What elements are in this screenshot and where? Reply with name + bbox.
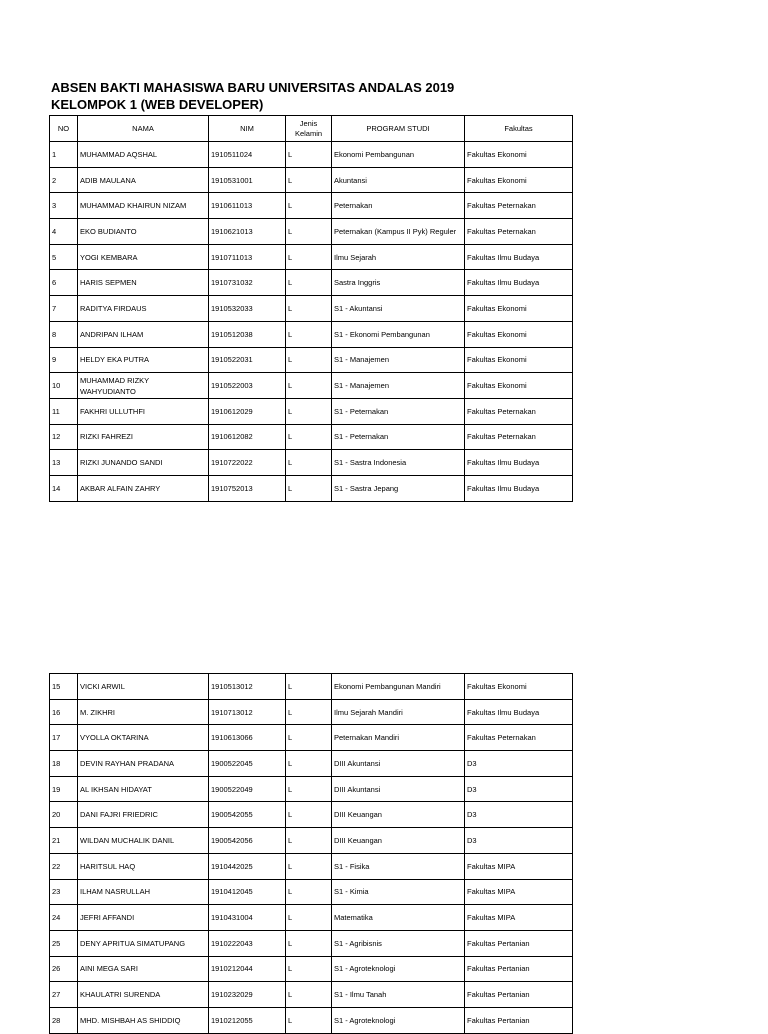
cell-no: 12 <box>50 424 78 450</box>
cell-program-studi: DIII Keuangan <box>332 828 465 854</box>
cell-nim: 1910731032 <box>209 270 286 296</box>
cell-fakultas: Fakultas Ilmu Budaya <box>465 475 573 501</box>
header-jenis-kelamin-line2: Kelamin <box>294 128 323 138</box>
table-row <box>50 475 573 501</box>
header-fakultas: Fakultas <box>465 116 573 142</box>
cell-nim: 1910713012 <box>209 699 286 725</box>
table-row <box>50 879 573 905</box>
cell-fakultas: Fakultas Ilmu Budaya <box>465 244 573 270</box>
cell-no: 7 <box>50 296 78 322</box>
cell-nim: 1900522049 <box>209 776 286 802</box>
cell-fakultas: Fakultas Peternakan <box>465 219 573 245</box>
cell-program-studi: Sastra Inggris <box>332 270 465 296</box>
cell-jenis-kelamin: L <box>286 879 332 905</box>
cell-nim: 1900522045 <box>209 751 286 777</box>
cell-fakultas: Fakultas Ekonomi <box>465 347 573 373</box>
table-row <box>50 244 573 270</box>
cell-fakultas: Fakultas Peternakan <box>465 193 573 219</box>
cell-jenis-kelamin: L <box>286 776 332 802</box>
cell-nama: ANDRIPAN ILHAM <box>78 321 209 347</box>
cell-no: 6 <box>50 270 78 296</box>
cell-no: 1 <box>50 142 78 168</box>
table-row <box>50 725 573 751</box>
cell-no: 15 <box>50 674 78 700</box>
cell-program-studi: Akuntansi <box>332 167 465 193</box>
cell-nim: 1910232029 <box>209 982 286 1008</box>
table-row <box>50 1007 573 1033</box>
cell-jenis-kelamin: L <box>286 956 332 982</box>
table-body-part2 <box>50 674 573 1034</box>
cell-nama: AINI MEGA SARI <box>78 956 209 982</box>
cell-jenis-kelamin: L <box>286 674 332 700</box>
cell-nim: 1900542056 <box>209 828 286 854</box>
table-row <box>50 802 573 828</box>
cell-program-studi: Ekonomi Pembangunan <box>332 142 465 168</box>
cell-nim: 1910611013 <box>209 193 286 219</box>
cell-fakultas: Fakultas Peternakan <box>465 398 573 424</box>
header-no: NO <box>50 116 78 142</box>
header-nama: NAMA <box>78 116 209 142</box>
cell-jenis-kelamin: L <box>286 373 332 399</box>
cell-program-studi: S1 - Agribisnis <box>332 930 465 956</box>
cell-fakultas: Fakultas MIPA <box>465 853 573 879</box>
cell-fakultas: Fakultas Ekonomi <box>465 321 573 347</box>
cell-jenis-kelamin: L <box>286 905 332 931</box>
table-row <box>50 296 573 322</box>
cell-fakultas: D3 <box>465 776 573 802</box>
cell-jenis-kelamin: L <box>286 853 332 879</box>
cell-fakultas: Fakultas Pertanian <box>465 1007 573 1033</box>
cell-program-studi: S1 - Agroteknologi <box>332 1007 465 1033</box>
cell-nama: EKO BUDIANTO <box>78 219 209 245</box>
cell-program-studi: S1 - Peternakan <box>332 424 465 450</box>
cell-no: 19 <box>50 776 78 802</box>
cell-program-studi: DIII Akuntansi <box>332 776 465 802</box>
cell-no: 28 <box>50 1007 78 1033</box>
cell-no: 26 <box>50 956 78 982</box>
cell-jenis-kelamin: L <box>286 982 332 1008</box>
cell-nim: 1910621013 <box>209 219 286 245</box>
attendance-table-part2 <box>49 673 573 1034</box>
cell-nim: 1910522003 <box>209 373 286 399</box>
table-row <box>50 424 573 450</box>
cell-program-studi: S1 - Kimia <box>332 879 465 905</box>
cell-jenis-kelamin: L <box>286 802 332 828</box>
cell-program-studi: DIII Akuntansi <box>332 751 465 777</box>
cell-jenis-kelamin: L <box>286 219 332 245</box>
table-row <box>50 450 573 476</box>
attendance-table-part1 <box>49 115 573 502</box>
cell-jenis-kelamin: L <box>286 930 332 956</box>
cell-nim: 1910431004 <box>209 905 286 931</box>
cell-nim: 1910613066 <box>209 725 286 751</box>
table-row <box>50 142 573 168</box>
cell-nama: MUHAMMAD AQSHAL <box>78 142 209 168</box>
cell-no: 20 <box>50 802 78 828</box>
cell-nama: ADIB MAULANA <box>78 167 209 193</box>
cell-nama: VYOLLA OKTARINA <box>78 725 209 751</box>
cell-program-studi: S1 - Ilmu Tanah <box>332 982 465 1008</box>
cell-jenis-kelamin: L <box>286 1007 332 1033</box>
table-row <box>50 193 573 219</box>
cell-no: 22 <box>50 853 78 879</box>
cell-fakultas: Fakultas MIPA <box>465 879 573 905</box>
cell-nama: VICKI ARWIL <box>78 674 209 700</box>
cell-jenis-kelamin: L <box>286 828 332 854</box>
cell-nama: DEVIN RAYHAN PRADANA <box>78 751 209 777</box>
cell-jenis-kelamin: L <box>286 398 332 424</box>
header-jenis-kelamin-line1: Jenis <box>299 118 318 128</box>
cell-program-studi: Ekonomi Pembangunan Mandiri <box>332 674 465 700</box>
cell-jenis-kelamin: L <box>286 475 332 501</box>
header-nim: NIM <box>209 116 286 142</box>
cell-nama: WILDAN MUCHALIK DANIL <box>78 828 209 854</box>
cell-nim: 1910412045 <box>209 879 286 905</box>
table-row <box>50 373 573 399</box>
cell-fakultas: D3 <box>465 802 573 828</box>
cell-fakultas: Fakultas Peternakan <box>465 725 573 751</box>
table-row <box>50 167 573 193</box>
cell-jenis-kelamin: L <box>286 450 332 476</box>
cell-nama: AKBAR ALFAIN ZAHRY <box>78 475 209 501</box>
cell-nim: 1910711013 <box>209 244 286 270</box>
table-row <box>50 674 573 700</box>
cell-nama: RADITYA FIRDAUS <box>78 296 209 322</box>
table-row <box>50 776 573 802</box>
cell-nim: 1910512038 <box>209 321 286 347</box>
cell-nim: 1910612029 <box>209 398 286 424</box>
cell-no: 2 <box>50 167 78 193</box>
cell-program-studi: S1 - Peternakan <box>332 398 465 424</box>
cell-nim: 1910442025 <box>209 853 286 879</box>
cell-jenis-kelamin: L <box>286 296 332 322</box>
cell-fakultas: Fakultas Ekonomi <box>465 674 573 700</box>
cell-nama: YOGI KEMBARA <box>78 244 209 270</box>
cell-nim: 1910212055 <box>209 1007 286 1033</box>
cell-fakultas: Fakultas Ekonomi <box>465 142 573 168</box>
cell-jenis-kelamin: L <box>286 142 332 168</box>
table-row <box>50 347 573 373</box>
cell-fakultas: Fakultas Ekonomi <box>465 167 573 193</box>
table-row <box>50 270 573 296</box>
cell-jenis-kelamin: L <box>286 751 332 777</box>
cell-fakultas: D3 <box>465 828 573 854</box>
table-row <box>50 828 573 854</box>
cell-jenis-kelamin: L <box>286 167 332 193</box>
table-row <box>50 751 573 777</box>
cell-nama: DANI FAJRI FRIEDRIC <box>78 802 209 828</box>
cell-program-studi: Peternakan (Kampus II Pyk) Reguler <box>332 219 465 245</box>
table-row <box>50 956 573 982</box>
header-program-studi: PROGRAM STUDI <box>332 116 465 142</box>
cell-fakultas: Fakultas Ekonomi <box>465 373 573 399</box>
cell-program-studi: S1 - Manajemen <box>332 347 465 373</box>
cell-nama: HARIS SEPMEN <box>78 270 209 296</box>
cell-nim: 1910531001 <box>209 167 286 193</box>
cell-no: 25 <box>50 930 78 956</box>
cell-nim: 1910722022 <box>209 450 286 476</box>
table-row <box>50 321 573 347</box>
cell-jenis-kelamin: L <box>286 193 332 219</box>
cell-nama: MUHAMMAD KHAIRUN NIZAM <box>78 193 209 219</box>
cell-fakultas: Fakultas Pertanian <box>465 930 573 956</box>
cell-fakultas: Fakultas Pertanian <box>465 956 573 982</box>
cell-nama: AL IKHSAN HIDAYAT <box>78 776 209 802</box>
cell-nama: FAKHRI ULLUTHFI <box>78 398 209 424</box>
cell-program-studi: Peternakan <box>332 193 465 219</box>
cell-nim: 1910612082 <box>209 424 286 450</box>
cell-no: 5 <box>50 244 78 270</box>
cell-nama: MUHAMMAD RIZKY WAHYUDIANTO <box>78 373 209 399</box>
cell-no: 8 <box>50 321 78 347</box>
cell-nama: JEFRI AFFANDI <box>78 905 209 931</box>
cell-jenis-kelamin: L <box>286 321 332 347</box>
cell-nim: 1910222043 <box>209 930 286 956</box>
cell-program-studi: S1 - Akuntansi <box>332 296 465 322</box>
cell-no: 18 <box>50 751 78 777</box>
cell-fakultas: Fakultas Pertanian <box>465 982 573 1008</box>
cell-nim: 1910522031 <box>209 347 286 373</box>
cell-jenis-kelamin: L <box>286 270 332 296</box>
cell-program-studi: Peternakan Mandiri <box>332 725 465 751</box>
cell-jenis-kelamin: L <box>286 725 332 751</box>
cell-no: 13 <box>50 450 78 476</box>
cell-nama: HARITSUL HAQ <box>78 853 209 879</box>
table-row <box>50 930 573 956</box>
cell-nama: M. ZIKHRI <box>78 699 209 725</box>
cell-nim: 1910513012 <box>209 674 286 700</box>
cell-program-studi: S1 - Sastra Jepang <box>332 475 465 501</box>
cell-no: 10 <box>50 373 78 399</box>
cell-no: 4 <box>50 219 78 245</box>
table-row <box>50 982 573 1008</box>
cell-program-studi: S1 - Manajemen <box>332 373 465 399</box>
cell-nama: RIZKI JUNANDO SANDI <box>78 450 209 476</box>
header-jenis-kelamin <box>286 116 332 142</box>
cell-no: 14 <box>50 475 78 501</box>
cell-fakultas: Fakultas MIPA <box>465 905 573 931</box>
cell-nim: 1910532033 <box>209 296 286 322</box>
cell-fakultas: Fakultas Ilmu Budaya <box>465 450 573 476</box>
cell-program-studi: Matematika <box>332 905 465 931</box>
table-row <box>50 219 573 245</box>
cell-program-studi: Ilmu Sejarah Mandiri <box>332 699 465 725</box>
cell-program-studi: S1 - Ekonomi Pembangunan <box>332 321 465 347</box>
table-row <box>50 398 573 424</box>
cell-nim: 1900542055 <box>209 802 286 828</box>
cell-nama: HELDY EKA PUTRA <box>78 347 209 373</box>
cell-program-studi: DIII Keuangan <box>332 802 465 828</box>
table-row <box>50 905 573 931</box>
cell-no: 23 <box>50 879 78 905</box>
cell-no: 11 <box>50 398 78 424</box>
table-body-part1 <box>50 142 573 502</box>
cell-fakultas: Fakultas Ekonomi <box>465 296 573 322</box>
cell-no: 17 <box>50 725 78 751</box>
cell-jenis-kelamin: L <box>286 699 332 725</box>
cell-jenis-kelamin: L <box>286 424 332 450</box>
cell-nim: 1910212044 <box>209 956 286 982</box>
cell-nama: ILHAM NASRULLAH <box>78 879 209 905</box>
cell-no: 9 <box>50 347 78 373</box>
cell-fakultas: Fakultas Ilmu Budaya <box>465 699 573 725</box>
cell-nama: MHD. MISHBAH AS SHIDDIQ <box>78 1007 209 1033</box>
group-subtitle: KELOMPOK 1 (WEB DEVELOPER) <box>51 97 264 112</box>
cell-fakultas: Fakultas Ilmu Budaya <box>465 270 573 296</box>
cell-jenis-kelamin: L <box>286 347 332 373</box>
cell-no: 3 <box>50 193 78 219</box>
cell-no: 27 <box>50 982 78 1008</box>
cell-no: 24 <box>50 905 78 931</box>
cell-program-studi: S1 - Agroteknologi <box>332 956 465 982</box>
document-title: ABSEN BAKTI MAHASISWA BARU UNIVERSITAS ANDALAS 2019 <box>51 80 455 95</box>
table-row <box>50 699 573 725</box>
cell-nama: KHAULATRI SURENDA <box>78 982 209 1008</box>
cell-nim: 1910752013 <box>209 475 286 501</box>
cell-fakultas: D3 <box>465 751 573 777</box>
table-header-row <box>50 116 573 142</box>
cell-program-studi: S1 - Fisika <box>332 853 465 879</box>
cell-program-studi: S1 - Sastra Indonesia <box>332 450 465 476</box>
cell-nim: 1910511024 <box>209 142 286 168</box>
cell-nama: RIZKI FAHREZI <box>78 424 209 450</box>
cell-no: 21 <box>50 828 78 854</box>
cell-program-studi: Ilmu Sejarah <box>332 244 465 270</box>
cell-nama: DENY APRITUA SIMATUPANG <box>78 930 209 956</box>
table-row <box>50 853 573 879</box>
cell-jenis-kelamin: L <box>286 244 332 270</box>
cell-fakultas: Fakultas Peternakan <box>465 424 573 450</box>
cell-no: 16 <box>50 699 78 725</box>
